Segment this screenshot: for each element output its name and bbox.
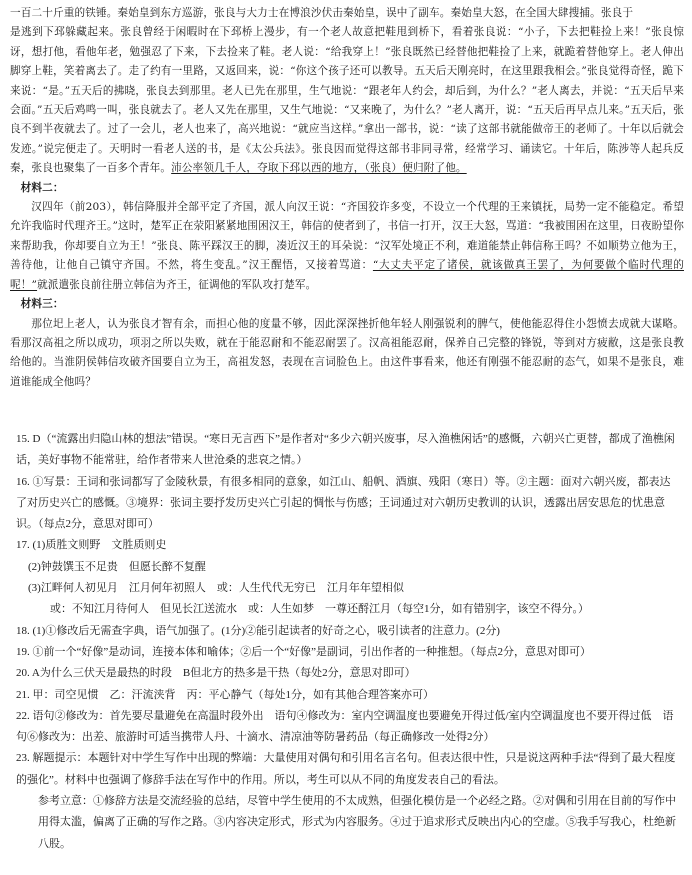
answer-17: 17. (1)质胜文则野 文胜质则史: [16, 539, 167, 552]
answer-key: [16, 429, 680, 855]
passage-line: 一百二十斤重的铁锤。秦始皇到东方巡游，张良与大力士在博浪沙伏击秦始皇，误中了副车。秦始皇大怒，在全国大肆搜捕。张良于: [10, 7, 634, 19]
passage-text: 是逃到下邳躲藏起来。张良曾经于闲暇时在下邳桥上漫步，有一个老人故意把鞋甩到桥下，看着张良说：“小子，下去把鞋捡上来！”张良惊讶，想打他，看他年老，勉强忍了下来，下去捡来了鞋。老人说：“给我穿上！”张良既然已经替他把鞋捡了上来，就跪着替他穿上。老人伸出脚穿上鞋，笑着离去了。走了约有一里路，又返回来，说：“你这个孩子还可以教导。五天后天刚亮时，在这里跟我相会。”张良觉得奇怪，跪下来说：“是。”五天后的拂晓，张良去到那里。老人已先在那里，生气地说：“跟老年人约会，却后到，为什么？”老人离去，并说：“五天后早来会面。”五天后鸡鸣一叫，张良就去了。老人又先在那里，又生气地说：“又来晚了，为什么？”老人离开，说：“五天后再早点儿来。”五天后，张良不到半夜就去了。过了一会儿，老人也来了，高兴地说：“就应当这样。”拿出一部书，说：“读了这部书就能做帝王的老师了。十年以后就会发迹。”说完便走了。天明时一看老人送的书，是《太公兵法》。张良因而觉得这部书非同寻常，经常学习、诵读它。十年后，陈涉等人起兵反秦，张良也聚集了一百多个青年。: [10, 26, 684, 175]
answer-18: 18. (1)①修改后无需查字典，语气加强了。(1分)②能引起读者的好奇之心，吸引读者的注意力。(2分): [16, 624, 500, 637]
answer-16: 16. ①写景：王词和张词都写了金陵秋景，有很多相同的意象，如江山、船帆、酒旗、残阳（寒日）等。②主题：面对六朝兴废，都表达了对历史兴亡的感慨。③境界：张词主要抒发历史兴亡引起的惆怅与伤感；王词通过对六朝历史教训的认识，透露出居安思危的忧患意识。（每点2分，意思对即可）: [16, 475, 671, 531]
answer-23-tip: 23. 解题提示：本题针对中学生写作中出现的弊端：大量使用对偶句和引用名言名句。但表达很中性，只是说这两种手法“得到了最大程度的强化”。材料中也强调了修辞手法在写作中的作用。所以，考生可以从不同的角度发表自己的看法。: [16, 752, 676, 786]
section-heading-material-2: 材料二：: [20, 181, 64, 194]
answer-20: 20. A为什么三伏天是最热的时段 B但北方的热多是干热（每处2分，意思对即可）: [16, 667, 416, 680]
answer-15: 15. D（“流露出归隐山林的想法”错误。“寒日无言西下”是作者对“多少六朝兴废事，尽入渔樵闲话”的感慨，六朝兴亡更替，都成了渔樵闲话，美好事物不能常驻，给作者带来人世沧桑的悲哀之情。）: [16, 433, 675, 467]
material-2-paragraph: [10, 198, 684, 295]
answer-17-2: (2)钟鼓馔玉不足贵 但愿长醉不复醒: [28, 560, 206, 573]
underlined-sentence: 沛公率领几千人，夺取下邳以西的地方，（张良）便归附了他。: [171, 162, 467, 175]
answer-17-3: (3)江畔何人初见月 江月何年初照人 或：人生代代无穷已 江月年年望相似: [28, 582, 404, 595]
underlined-sentence: “大丈夫平定了诸侯，就该做真王罢了，为何要做个临时代理的呢！”: [10, 259, 684, 291]
answer-22: 22. 语句②修改为：首先要尽量避免在高温时段外出 语句④修改为：室内空调温度也要避免开得过低/室内空调温度也不要开得过低 语句⑥修改为：出差、旅游时可适当携带人丹、十滴水、清凉油等防暑药品（每正确修改一处得2分）: [16, 709, 674, 744]
material-2-text-end: 就派遣张良前往册立韩信为齐王，征调他的军队攻打楚军。: [37, 278, 317, 291]
reading-passage: [10, 4, 684, 392]
answer-21: 21. 甲：司空见惯 乙：汗流浃背 丙：平心静气（每处1分，如有其他合理答案亦可）: [16, 688, 434, 701]
passage-paragraph: [10, 23, 684, 178]
answer-19: 19. ①前一个“好像”是动词，连接本体和喻体；②后一个“好像”是副词，引出作者的一种推想。（每点2分，意思对即可）: [16, 645, 592, 658]
answer-17-3-alt: 或：不知江月待何人 但见长江送流水 或：人生如梦 一尊还酹江月（每空1分，如有错别字，该空不得分。）: [50, 603, 589, 616]
material-2-text: 汉四年（前203），韩信降服并全部平定了齐国，派人向汉王说：“齐国狡诈多变，不设立一个代理的王来镇抚，局势一定不能稳定。希望允许我临时代理齐王。”这时，楚军正在荥阳紧紧地围困汉王，韩信的使者到了，书信一打开，汉王大怒，骂道：“我被围困在这里，日夜盼望你来帮助我，你却要自立为王！”张良、陈平踩汉王的脚，凑近汉王的耳朵说：“汉军处境正不利，难道能禁止韩信称王吗？不如顺势立他为王，善待他，让他自己镇守齐国。不然，将生变乱。”汉王醒悟，又接着骂道：: [10, 201, 684, 272]
answer-23-reference: 参考立意：①修辞方法是交流经验的总结，尽管中学生使用的不太成熟，但强化模仿是一个必经之路。②对偶和引用在目前的写作中用得太滥，偏离了正确的写作之路。③内容决定形式，形式为内容服务。④过于追求形式反映出内心的空虚。⑤我手写我心，杜绝新八股。: [38, 795, 676, 850]
material-3-paragraph: 那位圯上老人，认为张良才智有余，而担心他的度量不够，因此深深挫折他年轻人刚强锐利的脾气，使他能忍得住小怨愤去成就大谋略。看那汉高祖之所以成功，项羽之所以失败，就在于能忍耐和不能忍耐罢了。汉高祖能忍耐，保养自己完整的锋锐，等到对方疲敝，这是张良教给他的。当淮阴侯韩信攻破齐国要自立为王，高祖发怒，表现在言词脸色上。由这件事看来，他还有刚强不能忍耐的态气，如果不是张良，难道谁能成全他吗？: [10, 317, 684, 388]
section-heading-material-3: 材料三：: [20, 298, 64, 311]
